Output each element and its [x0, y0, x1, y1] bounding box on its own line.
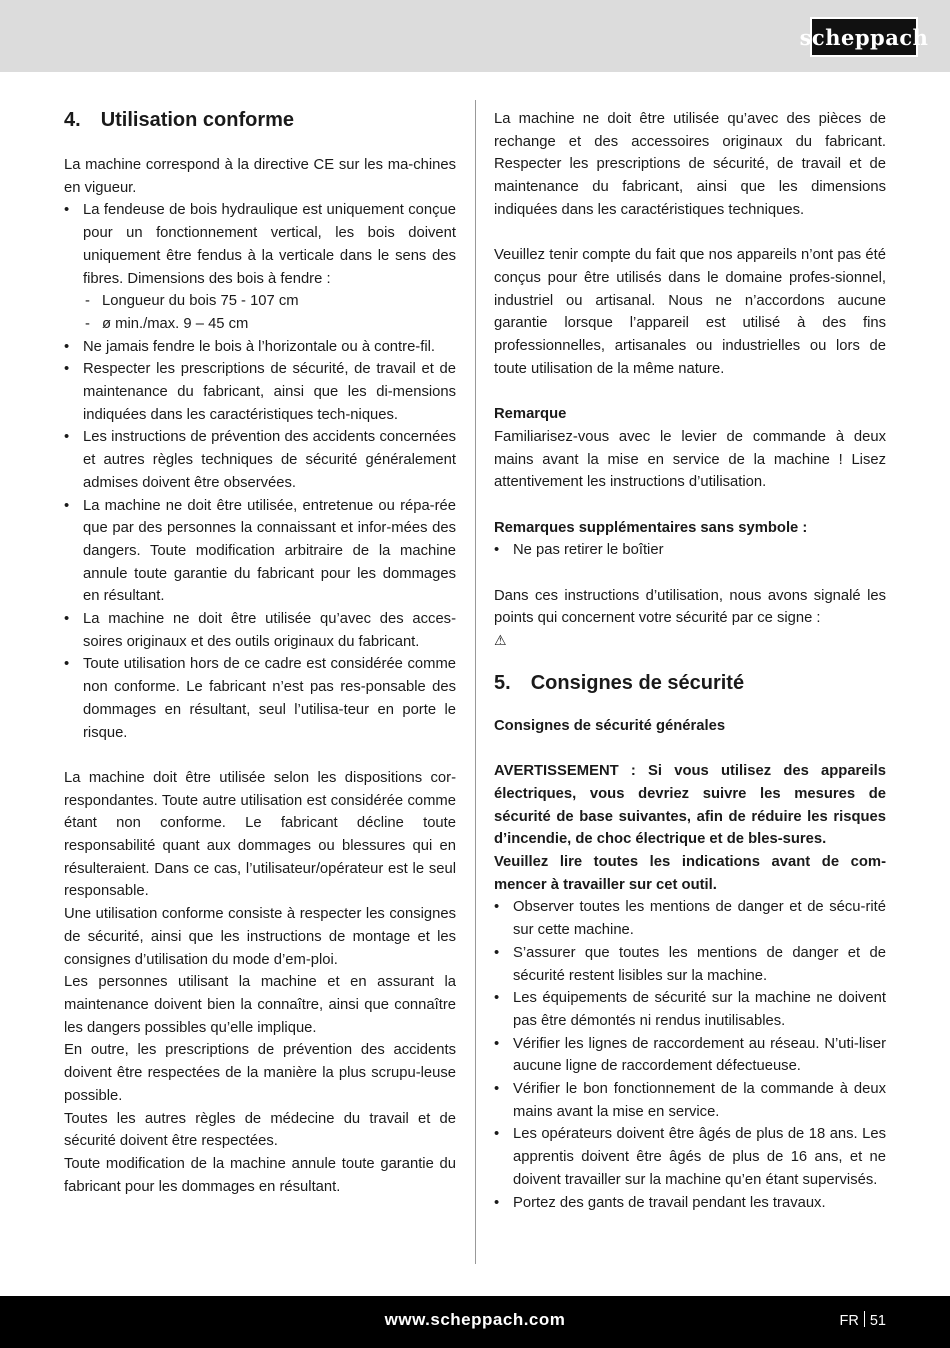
list-item: • Portez des gants de travail pendant les travaux. — [494, 1192, 886, 1215]
paragraph: Veuillez tenir compte du fait que nos appareils n’ont pas été conçus pour être utilisés dans le domaine profes-sionnel, industriel ou artisanal. Nous ne n’accordons aucune garantie lorsque l’appareil est utilisé à des fins professionnelles, artisanales ou industrielles ou lors de toute utilisation de la même nature. — [494, 247, 886, 377]
remark-text: Familiarisez-vous avec le levier de commande à deux mains avant la mise en service de la machine ! Lisez attentivement les instructions d’utilisation. — [494, 428, 886, 491]
section-heading-4 — [64, 108, 456, 132]
list-item: • Observer toutes les mentions de danger et de sécu-rité sur cette machine. — [494, 896, 886, 941]
dimension-item: - ø min./max. 9 – 45 cm — [83, 313, 456, 336]
paragraph: La machine ne doit être utilisée qu’avec des pièces de rechange et des accessoires originaux du fabricant. Respecter les prescriptions de sécurité, de travail et de maintenance du fabricant, ainsi que les dimensions indiquées dans les caractéristiques techniques. — [494, 111, 886, 218]
list-item: • La machine ne doit être utilisée, entretenue ou répa-rée que par des personnes la connaissant et infor-mées des dangers. Toute modification arbitraire de la machine annule toute garantie du fabricant pour les dommages en résultant. — [64, 495, 456, 609]
list-item: • Les instructions de prévention des accidents concernées et autres règles techniques de sécurité généralement admises doivent être observées. — [64, 426, 456, 494]
extra-remarks-list — [494, 539, 886, 562]
paragraph: Les personnes utilisant la machine et en assurant la maintenance doivent bien la connaître, ainsi que connaître les dangers possibles qu’elle implique. — [64, 974, 456, 1036]
section-number: 4. — [64, 109, 81, 131]
read-all-paragraph: Veuillez lire toutes les indications avant de com-mencer à travailler sur cet outil. — [494, 854, 886, 893]
warning-triangle-icon: ⚠ — [494, 633, 507, 650]
paragraph: La machine doit être utilisée selon les dispositions cor-respondantes. Toute autre utilisation est considérée comme étant non conforme. Le fabricant décline toute responsabilité quant aux dommages ou blessures qui en résulteraient. Dans ce cas, l’utilisateur/opérateur est le seul responsable. — [64, 769, 456, 900]
list-item: • Les opérateurs doivent être âgés de plus de 18 ans. Les apprentis doivent être âgés de plus de 16 ans, et ne doivent travailler sur la machine qu’en étant supervisés. — [494, 1123, 886, 1191]
brand-logo: scheppach — [810, 17, 918, 57]
section-title: Consignes de sécurité — [530, 671, 745, 694]
language-code: FR — [839, 1313, 859, 1329]
paragraph: Toute modification de la machine annule toute garantie du fabricant pour les dommages en résultant. — [64, 1155, 456, 1195]
list-item: • Ne jamais fendre le bois à l’horizontale ou à contre-fil. — [64, 336, 456, 359]
page-indicator — [840, 1311, 886, 1329]
page-separator — [864, 1311, 865, 1327]
paragraph: Une utilisation conforme consiste à respecter les consignes de sécurité, ainsi que les instructions de montage et les consignes d’utilisation du mode d’em-ploi. — [64, 906, 456, 968]
left-column — [64, 108, 456, 1198]
list-item: • Les équipements de sécurité sur la machine ne doivent pas être démontés ni rendus inutilisables. — [494, 987, 886, 1032]
dimension-list — [83, 290, 456, 335]
list-item: • Ne pas retirer le boîtier — [494, 539, 886, 562]
intro-paragraph: La machine correspond à la directive CE sur les ma-chines en vigueur. — [64, 157, 456, 196]
list-item: • Vérifier le bon fonctionnement de la commande à deux mains avant la mise en service. — [494, 1078, 886, 1123]
extra-remarks-title: Remarques supplémentaires sans symbole : — [494, 519, 808, 536]
remark-title: Remarque — [494, 406, 567, 423]
section-heading-5 — [494, 671, 886, 695]
subsection-title: Consignes de sécurité générales — [494, 717, 726, 734]
safety-bullet-list — [494, 896, 886, 1214]
list-item: • S’assurer que toutes les mentions de danger et de sécurité restent lisibles sur la machine. — [494, 942, 886, 987]
footer-bar — [0, 1296, 950, 1348]
paragraph: Toutes les autres règles de médecine du travail et de sécurité doivent être respectées. — [64, 1110, 456, 1150]
section-title: Utilisation conforme — [100, 109, 295, 131]
warning-paragraph: AVERTISSEMENT : Si vous utilisez des appareils électriques, vous devriez suivre les mesures de sécurité de base suivantes, afin de réduire les risques d’incendie, de choc électrique et de bles-sures. — [494, 763, 886, 848]
signal-paragraph: Dans ces instructions d’utilisation, nous avons signalé les points qui concernent votre sécurité par ce signe : — [494, 587, 886, 627]
list-item: • Toute utilisation hors de ce cadre est considérée comme non conforme. Le fabricant n’est pas res-ponsable des dommages en résultant, seul l’utilisa-teur en porte le risque. — [64, 653, 456, 744]
list-item: • La machine ne doit être utilisée qu’avec des acces-soires originaux et des outils originaux du fabricant. — [64, 608, 456, 653]
website-link[interactable]: www.scheppach.com — [384, 1310, 566, 1329]
list-item: • Respecter les prescriptions de sécurité, de travail et de maintenance du fabricant, ainsi que les di-mensions indiquées dans les caractéristiques tech-niques. — [64, 358, 456, 426]
usage-bullet-list — [64, 199, 456, 744]
list-item — [64, 199, 456, 335]
column-divider — [475, 100, 476, 1264]
list-item: • Vérifier les lignes de raccordement au réseau. N’uti-liser aucune ligne de raccordement défectueuse. — [494, 1033, 886, 1078]
dimension-item: - Longueur du bois 75 - 107 cm — [83, 290, 456, 313]
list-item-text: La fendeuse de bois hydraulique est uniquement conçue pour un fonctionnement vertical, les bois doivent uniquement être fendus à la verticale dans le sens des fibres. Dimensions des bois à fendre : — [83, 202, 456, 287]
right-column — [494, 108, 886, 1214]
section-number: 5. — [494, 671, 511, 694]
paragraph: En outre, les prescriptions de prévention des accidents doivent être respectées de la manière la plus scrupu-leuse possible. — [64, 1042, 456, 1104]
page-number: 51 — [869, 1313, 886, 1329]
